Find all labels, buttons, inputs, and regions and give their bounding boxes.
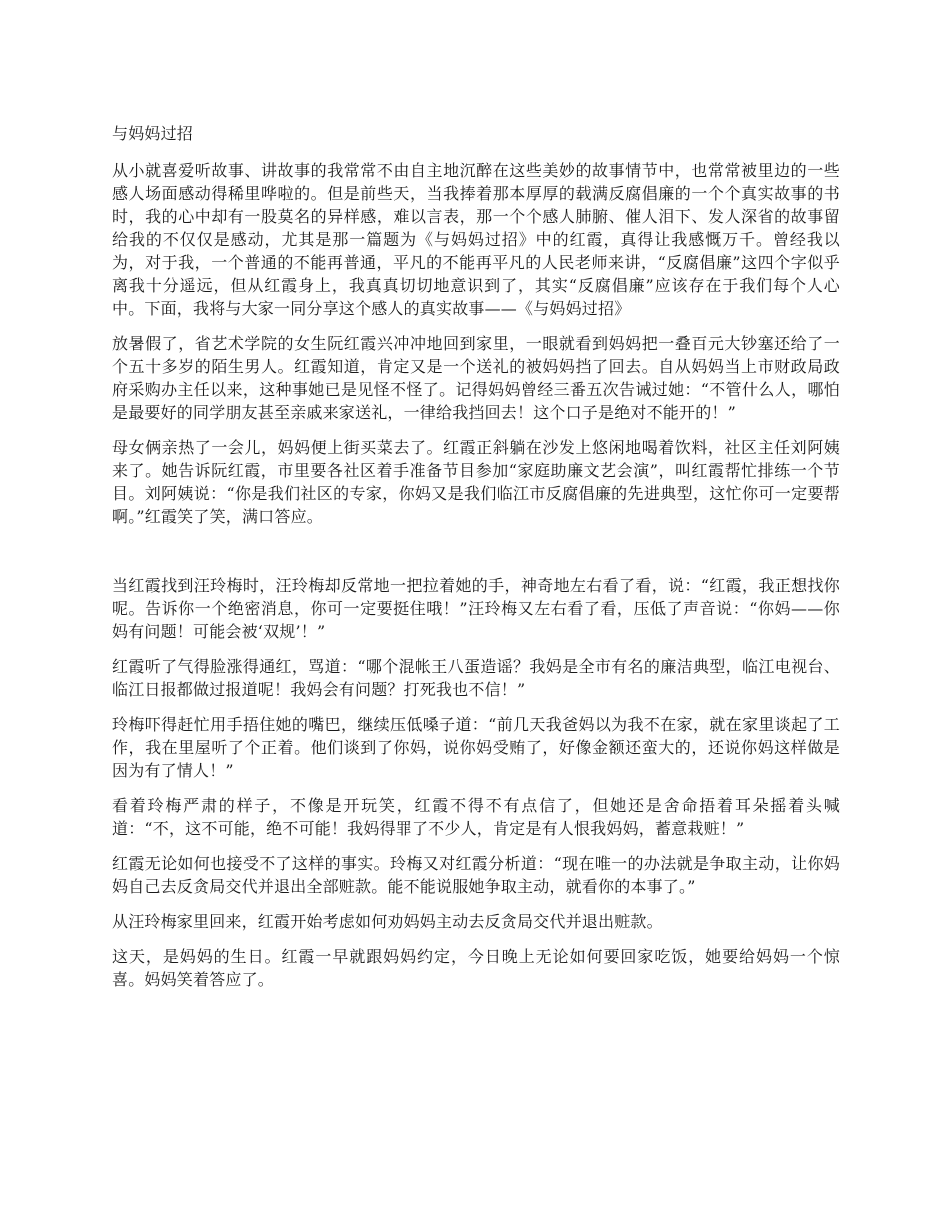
document-page — [112, 122, 840, 1003]
paragraph-denial: 看着玲梅严肃的样子，不像是开玩笑，红霞不得不有点信了，但她还是舍命捂着耳朵摇着头喊道：“不，这不可能，绝不可能！我妈得罪了不少人，肯定是有人恨我妈妈，蓄意栽赃！” — [112, 796, 840, 838]
paragraph-overheard: 玲梅吓得赶忙用手捂住她的嘴巴，继续压低嗓子道：“前几天我爸妈以为我不在家，就在家里谈起了工作，我在里屋听了个正着。他们谈到了你妈，说你妈受贿了，好像金额还蛮大的，还说你妈这样做是因为有了情人！” — [112, 715, 840, 780]
document-title: 与妈妈过招 — [112, 124, 194, 143]
paragraph-advice: 红霞无论如何也接受不了这样的事实。玲梅又对红霞分析道：“现在唯一的办法就是争取主动，让你妈妈自己去反贪局交代并退出全部赃款。能不能说服她争取主动，就看你的本事了。” — [112, 854, 840, 896]
paragraph-birthday: 这天，是妈妈的生日。红霞一早就跟妈妈约定，今日晚上无论如何要回家吃饭，她要给妈妈一个惊喜。妈妈笑着答应了。 — [112, 947, 840, 989]
paragraph-secret-news: 当红霞找到汪玲梅时，汪玲梅却反常地一把拉着她的手，神奇地左右看了看，说：“红霞，我正想找你呢。告诉你一个绝密消息，你可一定要挺住哦！”汪玲梅又左右看了看，压低了声音说：“你妈——你妈有问题！可能会被‘双规’！” — [112, 576, 840, 641]
paragraph-summer-break: 放暑假了，省艺术学院的女生阮红霞兴冲冲地回到家里，一眼就看到妈妈把一叠百元大钞塞还给了一个五十多岁的陌生男人。红霞知道，肯定又是一个送礼的被妈妈挡了回去。自从妈妈当上市财政局政府采购办主任以来，这种事她已是见怪不怪了。记得妈妈曾经三番五次告诫过她：“不管什么人，哪怕是最要好的同学朋友甚至亲戚来家送礼，一律给我挡回去！这个口子是绝对不能开的！” — [112, 334, 840, 422]
paragraph-community-director: 母女俩亲热了一会儿，妈妈便上街买菜去了。红霞正斜躺在沙发上悠闲地喝着饮料，社区主任刘阿姨来了。她告诉阮红霞，市里要各社区着手准备节目参加“家庭助廉文艺会演”，叫红霞帮忙排练一个节目。刘阿姨说：“你是我们社区的专家，你妈又是我们临江市反腐倡廉的先进典型，这忙你可一定要帮啊。”红霞笑了笑，满口答应。 — [112, 438, 840, 526]
paragraph-return-home: 从汪玲梅家里回来，红霞开始考虑如何劝妈妈主动去反贪局交代并退出赃款。 — [112, 912, 663, 931]
section-gap — [112, 540, 840, 574]
paragraph-intro: 从小就喜爱听故事、讲故事的我常常不由自主地沉醉在这些美妙的故事情节中，也常常被里边的一些感人场面感动得稀里哗啦的。但是前些天，当我捧着那本厚厚的载满反腐倡廉的一个个真实故事的书时，我的心中却有一股莫名的异样感，难以言表，那一个个感人肺腑、催人泪下、发人深省的故事留给我的不仅仅是感动，尤其是那一篇题为《与妈妈过招》中的红霞，真得让我感慨万千。曾经我以为，对于我，一个普通的不能再普通，平凡的不能再平凡的人民老师来讲，“反腐倡廉”这四个字似乎离我十分遥远，但从红霞身上，我真真切切地意识到了，其实“反腐倡廉”应该存在于我们每个人心中。下面，我将与大家一同分享这个感人的真实故事——《与妈妈过招》 — [112, 161, 840, 318]
paragraph-angry-reply: 红霞听了气得脸涨得通红，骂道：“哪个混帐王八蛋造谣？我妈是全市有名的廉洁典型，临江电视台、临江日报都做过报道呢！我妈会有问题？打死我也不信！” — [112, 657, 840, 699]
